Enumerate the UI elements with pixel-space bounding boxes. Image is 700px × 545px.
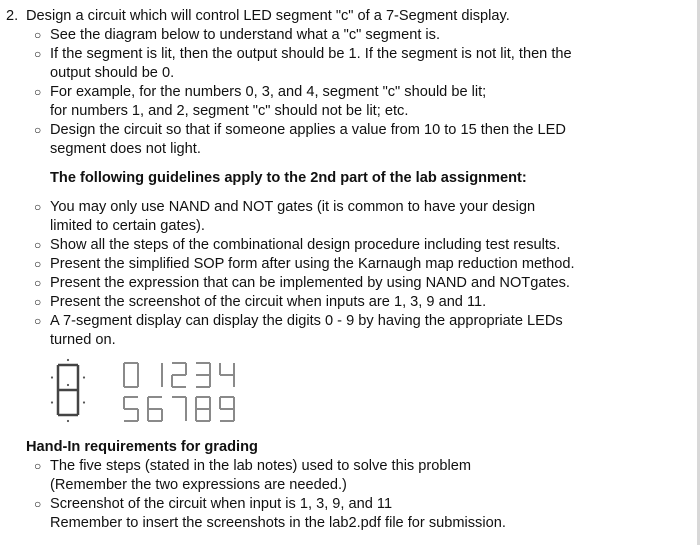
guideline-3: Present the simplified SOP form after using the Karnaugh map reduction method. [50,256,575,272]
segment-label-dot [67,384,69,386]
handin-2-line-1: Screenshot of the circuit when input is 1, 3, 9, and 11 [50,496,393,512]
digit-9 [220,397,234,421]
digit-2 [172,363,186,387]
digit-5 [124,397,138,421]
handin-heading: Hand-In requirements for grading [26,439,258,455]
question-bullet-1: See the diagram below to understand what a "c" segment is. [50,27,441,43]
segment-label-dot [51,376,53,378]
reference-digit [51,359,85,422]
bullet-marker: ○ [34,257,42,271]
bullet-marker: ○ [34,276,42,290]
segment-label-dot [83,376,85,378]
question-bullet-3-line-2: for numbers 1, and 2, segment "c" should not be lit; etc. [50,103,409,119]
bullet-marker: ○ [34,28,42,42]
guideline-1-line-1: You may only use NAND and NOT gates (it is common to have your design [50,199,536,215]
bullet-marker: ○ [34,200,42,214]
question-bullet-4-line-1: Design the circuit so that if someone applies a value from 10 to 15 then the LED [50,122,566,138]
segment-label-dot [51,401,53,403]
segment-label-dot [67,359,69,361]
bullet-marker: ○ [34,47,42,61]
guideline-6-line-1: A 7-segment display can display the digits 0 - 9 by having the appropriate LEDs [50,313,563,329]
digit-3 [196,363,210,387]
question-bullet-4-line-2: segment does not light. [50,141,201,157]
segment-label-dot [83,401,85,403]
question-bullet-2-line-2: output should be 0. [50,65,175,81]
guideline-2: Show all the steps of the combinational design procedure including test results. [50,237,561,253]
question-bullet-2-line-1: If the segment is lit, then the output should be 1. If the segment is not lit, then the [50,46,572,62]
question-number: 2. [6,8,19,24]
question-title: Design a circuit which will control LED segment "c" of a 7-Segment display. [26,8,510,24]
digit-6 [148,397,162,421]
digit-7 [172,397,186,421]
bullet-marker: ○ [34,497,42,511]
seven-segment-diagram [40,355,270,435]
digit-8 [196,397,210,421]
bullet-marker: ○ [34,314,42,328]
digit-4 [220,363,234,387]
bullet-marker: ○ [34,123,42,137]
guideline-5: Present the screenshot of the circuit when inputs are 1, 3, 9 and 11. [50,294,487,310]
handin-1-line-2: (Remember the two expressions are needed.) [50,477,347,493]
guideline-6-line-2: turned on. [50,332,116,348]
segment-label-dot [67,420,69,422]
guideline-1-line-2: limited to certain gates). [50,218,205,234]
guideline-4: Present the expression that can be implemented by using NAND and NOTgates. [50,275,570,291]
bullet-marker: ○ [34,85,42,99]
bullet-marker: ○ [34,238,42,252]
handin-1-line-1: The five steps (stated in the lab notes) used to solve this problem [50,458,472,474]
question-bullet-3-line-1: For example, for the numbers 0, 3, and 4, segment "c" should be lit; [50,84,487,100]
guidelines-heading: The following guidelines apply to the 2nd part of the lab assignment: [50,170,527,186]
bullet-marker: ○ [34,459,42,473]
bullet-marker: ○ [34,295,42,309]
digit-0 [124,363,138,387]
handin-2-line-2: Remember to insert the screenshots in the lab2.pdf file for submission. [50,515,506,531]
